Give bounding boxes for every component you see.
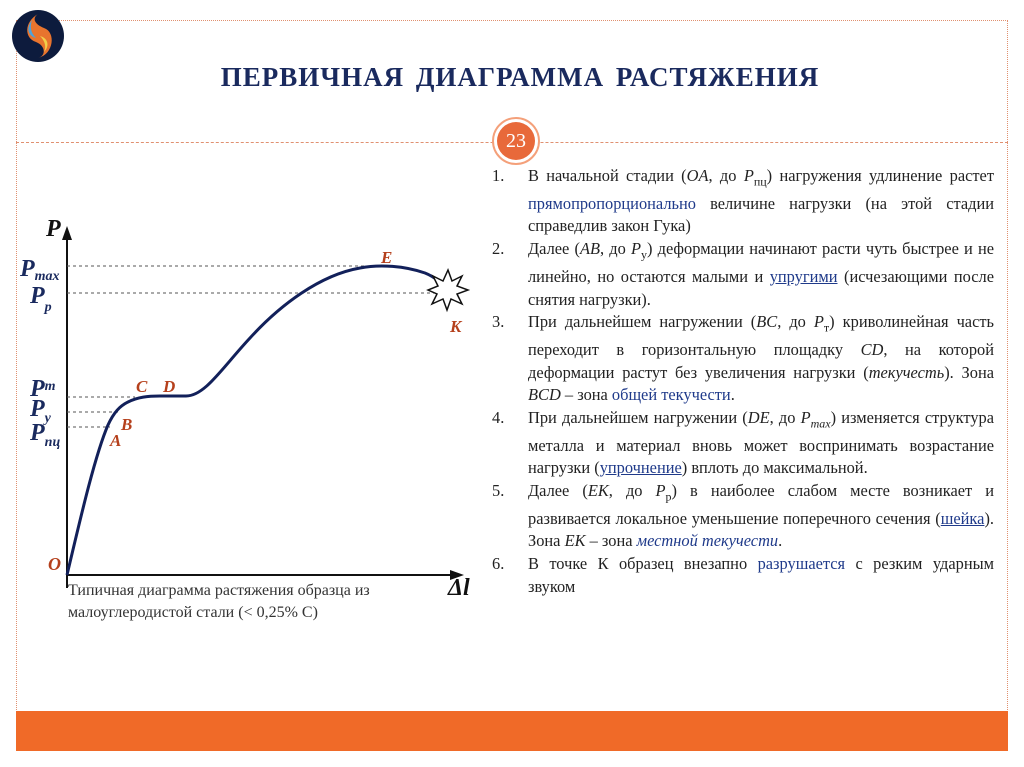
y-axis-label: P (46, 216, 61, 242)
stage-text: общей текучести (611, 385, 731, 405)
point-label-e: E (381, 248, 393, 267)
stages-list (492, 165, 994, 598)
level-label-pr-main: P (30, 283, 45, 309)
stage-text: величине нагрузки (на этой стадии справедлив закон Гука) (528, 193, 994, 236)
stage-text: Далее ( (528, 480, 588, 500)
level-label-py-main: P (30, 396, 45, 422)
page-number: 23 (506, 129, 526, 152)
stage-text: Далее ( (528, 239, 580, 259)
stage-text: , до (769, 407, 801, 427)
stage-text: AB (579, 239, 600, 259)
stage-text: разрушается (757, 553, 846, 573)
level-label-pt-main: P (30, 376, 45, 402)
stage-text: CD (860, 340, 884, 359)
stage-text: ) деформации начинают расти чуть быстрее и не линейно, но остаются малыми и (528, 239, 994, 286)
y-axis-arrow (62, 226, 72, 240)
stage-text: EK (587, 480, 609, 500)
stage-text: ). Зона (528, 508, 994, 551)
stage-text: ) криволинейная часть переходит в горизонтальную площадку (528, 312, 994, 359)
point-label-a: A (110, 431, 122, 450)
stage-text: ) нагружения удлинение растет (766, 166, 994, 185)
stage-item (492, 480, 994, 553)
stage-text: ) в наиболее слабом месте возникает и развивается локальное уменьшение поперечного сечения ( (528, 480, 995, 528)
stage-text: – зона (560, 385, 612, 405)
stage-text-subscript: т (823, 320, 830, 335)
point-label-d: D (163, 377, 176, 396)
stage-text: , на которой деформации растут без увеличения нагрузки ( (528, 340, 994, 382)
stage-text: упругими (769, 266, 838, 286)
stage-text: DE (747, 407, 770, 427)
stage-text: ) изменяется структура металла и материал вновь может воспринимать возрастание нагрузки ( (528, 407, 995, 478)
stage-text: , до (608, 480, 656, 500)
stage-item (492, 238, 994, 311)
point-label-b: B (121, 415, 133, 434)
bottom-accent-bar (16, 711, 1008, 751)
stage-text: При дальнейшем нагружении ( (528, 407, 748, 427)
x-axis-label: Δl (448, 575, 470, 601)
stage-item (492, 553, 994, 598)
level-label-pr (29, 283, 52, 315)
level-label-pt-sub: т (44, 379, 56, 394)
stage-text: с резким ударным звуком (528, 553, 994, 596)
stage-text: P (630, 239, 641, 259)
stage-text: ) вплоть до максимальной. (681, 458, 868, 478)
stage-text: В точке К образец внезапно (528, 553, 758, 573)
level-label-pr-sub: р (44, 300, 52, 315)
stage-number: 6. (492, 553, 505, 573)
stage-text: BCD (528, 385, 561, 405)
stage-text: При дальнейшем нагружении ( (528, 312, 757, 332)
level-label-ppc-sub: пц (44, 435, 61, 450)
stage-text: прямопропорционально (528, 193, 696, 213)
stage-text: , до (708, 166, 744, 185)
stage-text: местной текучести (636, 531, 779, 551)
stage-text: – зона (585, 531, 637, 551)
stage-text: (исчезающими после снятия нагрузки). (528, 266, 994, 309)
stage-number: 2. (492, 239, 505, 259)
stage-text: . (730, 385, 735, 405)
level-label-pmax (19, 256, 60, 284)
stage-text: P (800, 407, 811, 427)
point-label-c: C (136, 377, 148, 396)
stage-text: P (743, 166, 754, 185)
tension-diagram (0, 0, 490, 610)
level-label-pmax-sub: max (34, 269, 60, 284)
stage-item (492, 165, 994, 238)
stage-text-subscript: у (640, 247, 647, 262)
level-label-py-sub: у (44, 411, 51, 426)
origin-label: O (48, 554, 61, 574)
stage-text: , до (777, 312, 814, 332)
stage-text-subscript: max (810, 416, 831, 431)
stage-text: , до (600, 239, 631, 259)
fracture-burst-icon (428, 270, 468, 310)
point-label-k: K (450, 317, 462, 336)
stage-text: ). Зона (944, 362, 994, 382)
stage-text: В начальной стадии ( (528, 166, 687, 185)
stage-text-subscript: р (665, 489, 672, 504)
page-number-badge (492, 117, 540, 165)
frame-right-border (1007, 20, 1008, 710)
stage-text: P (813, 312, 824, 332)
page-number-badge-inner (497, 122, 535, 160)
stage-number: 5. (492, 480, 505, 500)
stage-text: упрочнение (599, 458, 682, 478)
page-title: ПЕРВИЧНАЯ ДИАГРАММА РАСТЯЖЕНИЯ (220, 62, 820, 92)
stage-text: P (655, 480, 666, 500)
stage-item (492, 407, 994, 480)
stage-number: 3. (492, 312, 505, 332)
level-label-pmax-main: P (20, 256, 35, 282)
stage-number: 4. (492, 407, 505, 427)
stage-text: шейка (940, 508, 985, 528)
stage-text-subscript: пц (753, 174, 767, 189)
stage-text: EK (564, 531, 586, 551)
stage-number: 1. (492, 166, 505, 185)
stage-text: . (778, 531, 783, 551)
stage-text: OA (686, 166, 709, 185)
diagram-caption: Типичная диаграмма растяжения образца из малоуглеродистой стали (< 0,25% С) (68, 582, 370, 621)
stage-text: текучесть (868, 362, 945, 382)
level-label-ppc-main: P (30, 420, 45, 446)
stage-text: BC (756, 312, 778, 332)
stage-item (492, 311, 994, 407)
